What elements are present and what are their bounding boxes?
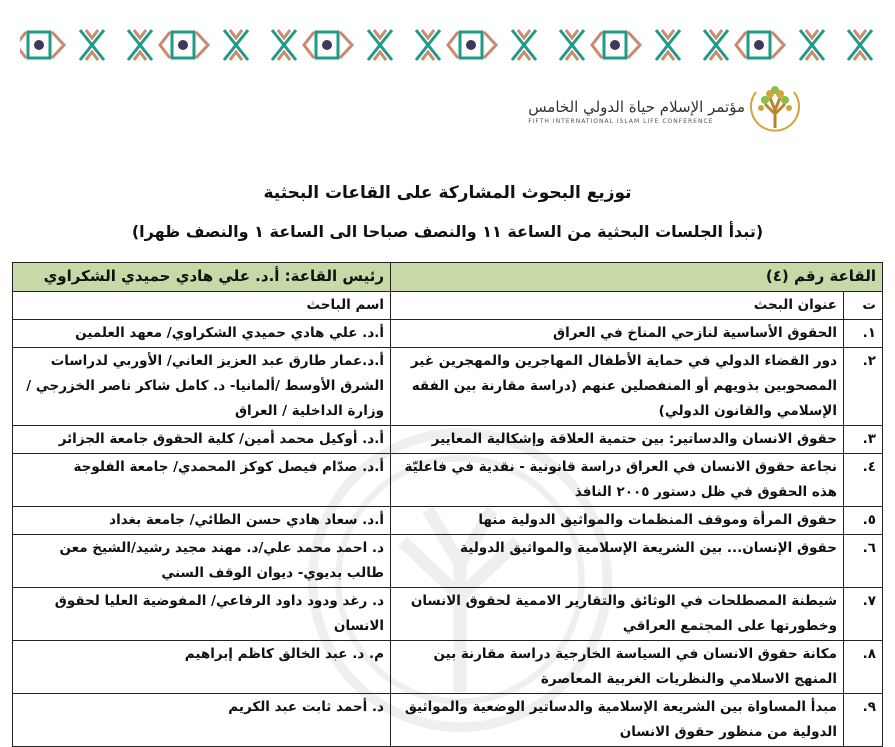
x-motif xyxy=(800,30,824,60)
row-number: ٥. xyxy=(844,507,883,535)
geometric-motif xyxy=(448,32,496,58)
x-motif xyxy=(272,30,296,60)
row-number: ٤. xyxy=(844,454,883,507)
researcher-name: د. أحمد ثابت عبد الكريم xyxy=(13,694,391,747)
x-motif xyxy=(128,30,152,60)
row-number: ٣. xyxy=(844,426,883,454)
paper-title: حقوق الإنسان... بين الشريعة الإسلامية والمواثيق الدولية xyxy=(391,535,844,588)
researcher-name: أ.د. أوكيل محمد أمين/ كلية الحقوق جامعة الجزائر xyxy=(13,426,391,454)
paper-title: دور القضاء الدولي في حماية الأطفال المهاجرين والمهجرين غير المصحوبين بذويهم أو المنفصلين عنهم (دراسة مقارنة بين الفقه الإسلامي والقانون الدولي) xyxy=(391,348,844,426)
researcher-name: أ.د. سعاد هادي حسن الطائي/ جامعة بغداد xyxy=(13,507,391,535)
row-number: ١. xyxy=(844,320,883,348)
table-row xyxy=(13,454,883,507)
geometric-motif xyxy=(736,32,784,58)
table-row xyxy=(13,588,883,641)
x-motif xyxy=(704,30,728,60)
geometric-motif xyxy=(592,32,640,58)
table-row xyxy=(13,641,883,694)
x-motif xyxy=(848,30,872,60)
row-number: ٩. xyxy=(844,694,883,747)
researcher-name: أ.د. علي هادي حميدي الشكراوي/ معهد العلمين xyxy=(13,320,391,348)
researcher-name: أ.د. صدّام فيصل كوكز المحمدي/ جامعة الفلوجة xyxy=(13,454,391,507)
x-motif xyxy=(416,30,440,60)
page-title: توزيع البحوث المشاركة على القاعات البحثية xyxy=(263,183,632,203)
col-header-number: ت xyxy=(844,292,883,320)
x-motif xyxy=(80,30,104,60)
geometric-motif xyxy=(304,32,352,58)
col-header-title: عنوان البحث xyxy=(391,292,844,320)
conference-name-english: FIFTH INTERNATIONAL ISLAM LIFE CONFERENCE xyxy=(528,118,714,125)
table-row xyxy=(13,348,883,426)
row-number: ٢. xyxy=(844,348,883,426)
researcher-name: د. احمد محمد علي/د. مهند مجيد رشيد/الشيخ معن طالب بديوي- ديوان الوقف السني xyxy=(13,535,391,588)
researcher-name: أ.د.عمار طارق عبد العزيز العاني/ الأوربي لدراسات الشرق الأوسط /ألمانيا- د. كامل شاكر ناصر الخزرجي / وزارة الداخلية / العراق xyxy=(13,348,391,426)
conference-name xyxy=(528,98,745,125)
column-header-row xyxy=(13,292,883,320)
paper-title: مبدأ المساواة بين الشريعة الإسلامية والدساتير الوضعية والمواثيق الدولية من منظور حقوق الانسان xyxy=(391,694,844,747)
hall-number: القاعة رقم (٤) xyxy=(391,263,883,292)
geometric-motif xyxy=(20,32,64,58)
x-motif xyxy=(512,30,536,60)
table-row xyxy=(13,535,883,588)
row-number: ٦. xyxy=(844,535,883,588)
table-row xyxy=(13,694,883,747)
row-number: ٨. xyxy=(844,641,883,694)
researcher-name: م. د. عبد الخالق كاظم إبراهيم xyxy=(13,641,391,694)
x-motif xyxy=(224,30,248,60)
conference-logo xyxy=(748,80,802,136)
researcher-name: د. رغد ودود داود الرفاعي/ المفوضية العليا لحقوق الانسان xyxy=(13,588,391,641)
paper-title: الحقوق الأساسية لنازحي المناخ في العراق xyxy=(391,320,844,348)
paper-title: نجاعة حقوق الانسان في العراق دراسة قانونية - نقدية في فاعليّة هذه الحقوق في ظل دستور ٢٠٠٥ النافذ xyxy=(391,454,844,507)
col-header-researcher: اسم الباحث xyxy=(13,292,391,320)
paper-title: حقوق الانسان والدساتير: بين حتمية العلاقة وإشكالية المعايير xyxy=(391,426,844,454)
paper-title: شيطنة المصطلحات في الوثائق والتقارير الاممية لحقوق الانسان وخطورتها على المجتمع العراقي xyxy=(391,588,844,641)
paper-title: حقوق المرأة وموقف المنظمات والمواثيق الدولية منها xyxy=(391,507,844,535)
hall-header-row xyxy=(13,263,883,292)
page-subtitle: (تبدأ الجلسات البحثية من الساعة ١١ والنصف صباحا الى الساعة ١ والنصف ظهرا) xyxy=(131,222,764,241)
table-row xyxy=(13,426,883,454)
x-motif xyxy=(368,30,392,60)
paper-title: مكانة حقوق الانسان في السياسة الخارجية دراسة مقارنة بين المنهج الاسلامي والنظريات الغربية المعاصرة xyxy=(391,641,844,694)
table-row xyxy=(13,507,883,535)
row-number: ٧. xyxy=(844,588,883,641)
geometric-motif xyxy=(160,32,208,58)
x-motif xyxy=(560,30,584,60)
x-motif xyxy=(656,30,680,60)
decorative-pattern-border xyxy=(20,28,875,62)
research-distribution-table xyxy=(12,262,883,747)
hall-chair: رئيس القاعة: أ.د. علي هادي حميدي الشكراوي xyxy=(13,263,391,292)
table-row xyxy=(13,320,883,348)
conference-name-arabic: مؤتمر الإسلام حياة الدولي الخامس xyxy=(528,98,745,116)
